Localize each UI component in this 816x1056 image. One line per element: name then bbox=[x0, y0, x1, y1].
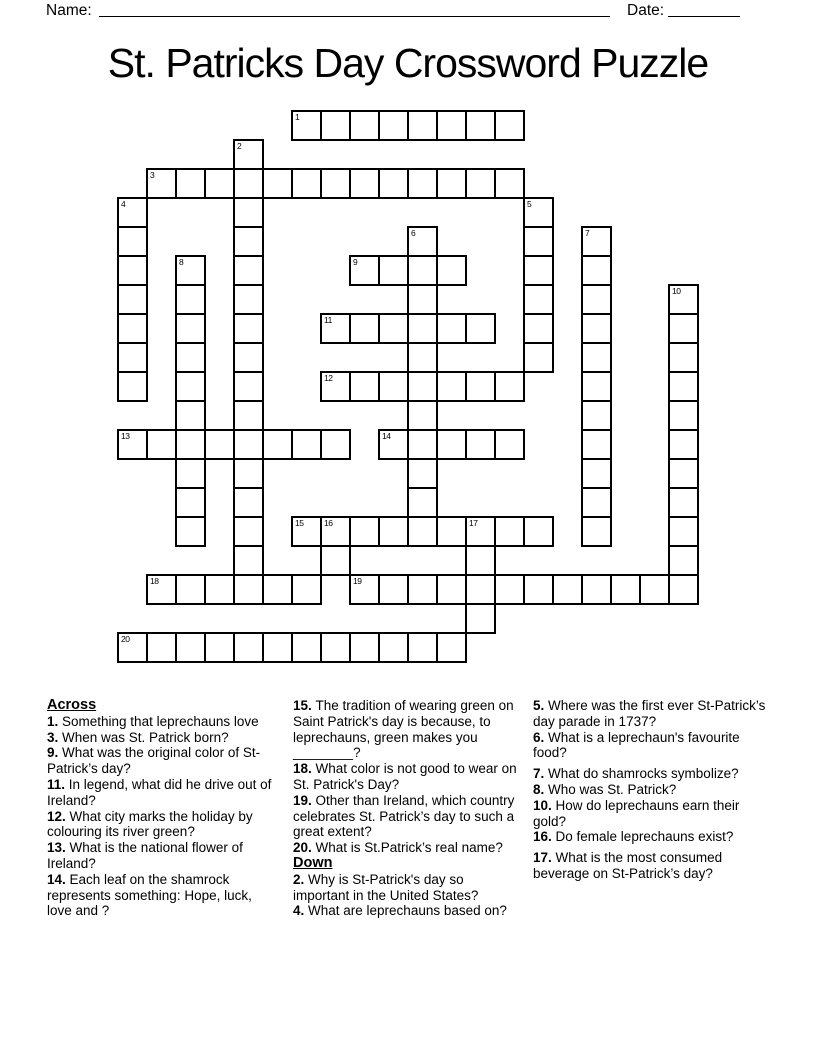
grid-cell[interactable] bbox=[465, 429, 496, 460]
grid-cell[interactable] bbox=[523, 226, 554, 257]
clue-number: 11. bbox=[47, 776, 69, 792]
grid-cell[interactable] bbox=[233, 400, 264, 431]
grid-cell[interactable] bbox=[581, 255, 612, 286]
clue-item-1: 1. Something that leprechauns love bbox=[47, 713, 259, 729]
grid-cell[interactable] bbox=[320, 632, 351, 663]
grid-cell[interactable] bbox=[233, 574, 264, 605]
grid-cell[interactable] bbox=[117, 226, 148, 257]
grid-cell[interactable] bbox=[407, 226, 438, 257]
grid-cell[interactable] bbox=[436, 429, 467, 460]
grid-cell[interactable] bbox=[175, 284, 206, 315]
grid-cell[interactable] bbox=[378, 313, 409, 344]
grid-cell[interactable] bbox=[146, 429, 177, 460]
grid-cell[interactable] bbox=[523, 255, 554, 286]
grid-cell[interactable] bbox=[436, 255, 467, 286]
clue-number: 4. bbox=[293, 903, 309, 919]
grid-cell[interactable] bbox=[436, 371, 467, 402]
grid-cell[interactable] bbox=[552, 574, 583, 605]
cell-number: 2 bbox=[237, 141, 242, 151]
grid-cell[interactable] bbox=[204, 574, 235, 605]
grid-cell[interactable] bbox=[233, 371, 264, 402]
clue-number: 2. bbox=[293, 871, 309, 887]
grid-cell[interactable] bbox=[436, 168, 467, 199]
clue-number: 5. bbox=[533, 698, 549, 713]
grid-cell[interactable] bbox=[407, 110, 438, 141]
grid-cell[interactable] bbox=[436, 574, 467, 605]
clue-item-12: 12. What city marks the holiday by colouring its river green? bbox=[47, 808, 253, 840]
grid-cell[interactable] bbox=[378, 429, 409, 460]
grid-cell[interactable] bbox=[291, 632, 322, 663]
grid-cell[interactable] bbox=[378, 110, 409, 141]
grid-cell[interactable] bbox=[436, 110, 467, 141]
grid-cell[interactable] bbox=[465, 110, 496, 141]
grid-cell[interactable] bbox=[407, 168, 438, 199]
grid-cell[interactable] bbox=[233, 545, 264, 576]
grid-cell[interactable] bbox=[407, 574, 438, 605]
grid-cell[interactable] bbox=[320, 110, 351, 141]
grid-cell[interactable] bbox=[668, 487, 699, 518]
clue-item-9: 9. What was the original color of St-Patrick’s day? bbox=[47, 745, 261, 777]
grid-cell[interactable] bbox=[465, 545, 496, 576]
grid-cell[interactable] bbox=[320, 545, 351, 576]
grid-cell[interactable] bbox=[175, 516, 206, 547]
clue-number: 15. bbox=[293, 698, 316, 713]
grid-cell[interactable] bbox=[175, 487, 206, 518]
grid-cell[interactable] bbox=[407, 516, 438, 547]
cell-number: 10 bbox=[672, 286, 681, 296]
grid-cell[interactable] bbox=[407, 400, 438, 431]
clue-item-15: 15. The tradition of wearing green on Saint Patrick's day is because, to leprechauns, green makes you ________? bbox=[293, 698, 514, 761]
grid-cell[interactable] bbox=[407, 487, 438, 518]
clue-item-2: 2. Why is St-Patrick's day so important in the United States? bbox=[293, 871, 479, 903]
grid-cell[interactable] bbox=[494, 516, 525, 547]
clue-item-10: 10. How do leprechauns earn their gold? bbox=[533, 797, 740, 829]
clue-item-3: 3. When was St. Patrick born? bbox=[47, 729, 229, 745]
grid-cell[interactable] bbox=[175, 168, 206, 199]
clue-item-20: 20. What is St.Patrick’s real name? bbox=[293, 840, 503, 856]
grid-cell[interactable] bbox=[407, 255, 438, 286]
clue-column-1 bbox=[47, 698, 275, 919]
grid-cell[interactable] bbox=[117, 429, 148, 460]
grid-cell[interactable] bbox=[117, 284, 148, 315]
clue-number: 9. bbox=[47, 745, 63, 761]
grid-cell[interactable] bbox=[262, 429, 293, 460]
grid-cell[interactable] bbox=[407, 429, 438, 460]
grid-cell[interactable] bbox=[349, 110, 380, 141]
grid-cell[interactable] bbox=[117, 342, 148, 373]
grid-cell[interactable] bbox=[494, 110, 525, 141]
grid-cell[interactable] bbox=[320, 429, 351, 460]
grid-cell[interactable] bbox=[494, 168, 525, 199]
cell-number: 1 bbox=[295, 112, 300, 122]
grid-cell[interactable] bbox=[581, 516, 612, 547]
down-heading: Down bbox=[293, 854, 333, 871]
grid-cell[interactable] bbox=[233, 342, 264, 373]
grid-cell[interactable] bbox=[291, 110, 322, 141]
grid-cell[interactable] bbox=[117, 313, 148, 344]
grid-cell[interactable] bbox=[610, 574, 641, 605]
grid-cell[interactable] bbox=[639, 574, 670, 605]
grid-cell[interactable] bbox=[175, 342, 206, 373]
clue-item-11: 11. In legend, what did he drive out of Ireland? bbox=[47, 776, 272, 808]
grid-cell[interactable] bbox=[378, 168, 409, 199]
grid-cell[interactable] bbox=[668, 429, 699, 460]
across-heading: Across bbox=[47, 697, 97, 713]
clue-column-3 bbox=[533, 698, 766, 882]
grid-cell[interactable] bbox=[523, 574, 554, 605]
cell-number: 5 bbox=[527, 199, 532, 209]
grid-cell[interactable] bbox=[378, 371, 409, 402]
grid-cell[interactable] bbox=[407, 458, 438, 489]
grid-cell[interactable] bbox=[291, 168, 322, 199]
grid-cell[interactable] bbox=[262, 168, 293, 199]
name-label: Name: bbox=[46, 2, 92, 19]
grid-cell[interactable] bbox=[668, 284, 699, 315]
grid-cell[interactable] bbox=[581, 574, 612, 605]
clue-number: 16. bbox=[533, 829, 556, 845]
grid-cell[interactable] bbox=[349, 574, 380, 605]
grid-cell[interactable] bbox=[175, 400, 206, 431]
grid-cell[interactable] bbox=[523, 516, 554, 547]
clue-number: 1. bbox=[47, 713, 63, 729]
grid-cell[interactable] bbox=[494, 574, 525, 605]
grid-cell[interactable] bbox=[523, 342, 554, 373]
clue-item-16: 16. Do female leprechauns exist? bbox=[533, 829, 734, 845]
cell-number: 14 bbox=[382, 431, 391, 441]
grid-cell[interactable] bbox=[349, 313, 380, 344]
cell-number: 8 bbox=[179, 257, 184, 267]
clue-number: 17. bbox=[533, 850, 556, 866]
grid-cell[interactable] bbox=[581, 458, 612, 489]
grid-cell[interactable] bbox=[262, 632, 293, 663]
grid-cell[interactable] bbox=[494, 429, 525, 460]
cell-number: 19 bbox=[353, 576, 362, 586]
grid-cell[interactable] bbox=[291, 516, 322, 547]
grid-cell[interactable] bbox=[668, 400, 699, 431]
cell-number: 7 bbox=[585, 228, 590, 238]
grid-cell[interactable] bbox=[233, 313, 264, 344]
grid-cell[interactable] bbox=[233, 284, 264, 315]
grid-cell[interactable] bbox=[668, 458, 699, 489]
grid-cell[interactable] bbox=[436, 632, 467, 663]
grid-cell[interactable] bbox=[581, 487, 612, 518]
grid-cell[interactable] bbox=[465, 371, 496, 402]
clue-number: 19. bbox=[293, 792, 316, 808]
grid-cell[interactable] bbox=[668, 545, 699, 576]
cell-number: 20 bbox=[121, 634, 130, 644]
page-title: St. Patricks Day Crossword Puzzle bbox=[107, 40, 709, 86]
grid-cell[interactable] bbox=[117, 255, 148, 286]
clue-number: 8. bbox=[533, 781, 549, 797]
clue-item-8: 8. Who was St. Patrick? bbox=[533, 781, 677, 797]
grid-cell[interactable] bbox=[117, 197, 148, 228]
grid-cell[interactable] bbox=[175, 574, 206, 605]
grid-cell[interactable] bbox=[465, 313, 496, 344]
grid-cell[interactable] bbox=[175, 255, 206, 286]
grid-cell[interactable] bbox=[668, 313, 699, 344]
grid-cell[interactable] bbox=[146, 168, 177, 199]
clue-number: 7. bbox=[533, 766, 549, 782]
grid-cell[interactable] bbox=[204, 168, 235, 199]
grid-cell[interactable] bbox=[465, 574, 496, 605]
grid-cell[interactable] bbox=[668, 342, 699, 373]
clue-item-19: 19. Other than Ireland, which country celebrates St. Patrick’s day to such a great extent? bbox=[293, 792, 515, 840]
cell-number: 6 bbox=[411, 228, 416, 238]
grid-cell[interactable] bbox=[494, 371, 525, 402]
grid-cell[interactable] bbox=[581, 342, 612, 373]
cell-number: 16 bbox=[324, 518, 333, 528]
grid-cell[interactable] bbox=[146, 574, 177, 605]
clue-number: 13. bbox=[47, 840, 70, 856]
clue-number: 18. bbox=[293, 761, 316, 777]
grid-cell[interactable] bbox=[378, 255, 409, 286]
clue-item-4: 4. What are leprechauns based on? bbox=[293, 903, 507, 919]
grid-cell[interactable] bbox=[233, 487, 264, 518]
grid-cell[interactable] bbox=[465, 516, 496, 547]
grid-cell[interactable] bbox=[262, 574, 293, 605]
grid-cell[interactable] bbox=[581, 313, 612, 344]
grid-cell[interactable] bbox=[349, 255, 380, 286]
clue-column-2 bbox=[293, 698, 523, 919]
grid-cell[interactable] bbox=[233, 632, 264, 663]
cell-number: 4 bbox=[121, 199, 126, 209]
grid-cell[interactable] bbox=[204, 429, 235, 460]
grid-cell[interactable] bbox=[320, 313, 351, 344]
grid-cell[interactable] bbox=[233, 429, 264, 460]
grid-cell[interactable] bbox=[407, 342, 438, 373]
grid-cell[interactable] bbox=[320, 371, 351, 402]
cell-number: 9 bbox=[353, 257, 358, 267]
grid-cell[interactable] bbox=[175, 632, 206, 663]
grid-cell[interactable] bbox=[233, 458, 264, 489]
grid-cell[interactable] bbox=[436, 516, 467, 547]
grid-cell[interactable] bbox=[581, 429, 612, 460]
clue-item-6: 6. What is a leprechaun's favourite food? bbox=[533, 729, 740, 761]
grid-cell[interactable] bbox=[291, 429, 322, 460]
grid-cell[interactable] bbox=[233, 197, 264, 228]
grid-cell[interactable] bbox=[175, 429, 206, 460]
clue-item-18: 18. What color is not good to wear on St. Patrick's Day? bbox=[293, 761, 517, 792]
grid-cell[interactable] bbox=[320, 516, 351, 547]
cell-number: 3 bbox=[150, 170, 155, 180]
clue-number: 3. bbox=[47, 729, 63, 745]
grid-cell[interactable] bbox=[668, 371, 699, 402]
grid-cell[interactable] bbox=[581, 284, 612, 315]
clue-number: 6. bbox=[533, 729, 549, 745]
clue-item-13: 13. What is the national flower of Ireland? bbox=[47, 840, 243, 871]
grid-cell[interactable] bbox=[233, 168, 264, 199]
grid-cell[interactable] bbox=[233, 226, 264, 257]
grid-cell[interactable] bbox=[523, 284, 554, 315]
cell-number: 18 bbox=[150, 576, 159, 586]
cell-number: 17 bbox=[469, 518, 478, 528]
date-input-line[interactable] bbox=[668, 2, 740, 17]
clue-number: 10. bbox=[533, 797, 556, 813]
crossword-grid bbox=[117, 110, 699, 663]
grid-cell[interactable] bbox=[668, 516, 699, 547]
cell-number: 11 bbox=[324, 315, 332, 325]
grid-cell[interactable] bbox=[291, 574, 322, 605]
grid-cell[interactable] bbox=[349, 516, 380, 547]
grid-cell[interactable] bbox=[378, 632, 409, 663]
grid-cell[interactable] bbox=[146, 632, 177, 663]
grid-cell[interactable] bbox=[233, 516, 264, 547]
grid-cell[interactable] bbox=[175, 313, 206, 344]
clue-number: 12. bbox=[47, 808, 70, 824]
clue-item-7: 7. What do shamrocks symbolize? bbox=[533, 766, 739, 782]
grid-cell[interactable] bbox=[233, 139, 264, 170]
grid-cell[interactable] bbox=[349, 632, 380, 663]
grid-cell[interactable] bbox=[117, 371, 148, 402]
cell-number: 12 bbox=[324, 373, 333, 383]
grid-cell[interactable] bbox=[349, 371, 380, 402]
grid-cell[interactable] bbox=[378, 516, 409, 547]
cell-number: 13 bbox=[121, 431, 130, 441]
clue-number: 14. bbox=[47, 871, 70, 887]
grid-cell[interactable] bbox=[407, 313, 438, 344]
grid-cell[interactable] bbox=[465, 603, 496, 634]
grid-cell[interactable] bbox=[581, 400, 612, 431]
grid-cell[interactable] bbox=[581, 371, 612, 402]
grid-cell[interactable] bbox=[465, 168, 496, 199]
grid-cell[interactable] bbox=[581, 226, 612, 257]
clue-item-17: 17. What is the most consumed beverage on St-Patrick’s day? bbox=[533, 850, 723, 881]
grid-cell[interactable] bbox=[378, 574, 409, 605]
grid-cell[interactable] bbox=[204, 632, 235, 663]
clue-number: 20. bbox=[293, 840, 316, 856]
grid-cell[interactable] bbox=[320, 168, 351, 199]
grid-cell[interactable] bbox=[407, 284, 438, 315]
grid-cell[interactable] bbox=[523, 197, 554, 228]
clue-item-5: 5. Where was the first ever St-Patrick’s day parade in 1737? bbox=[533, 698, 766, 729]
grid-cell[interactable] bbox=[175, 371, 206, 402]
grid-cell[interactable] bbox=[175, 458, 206, 489]
grid-cell[interactable] bbox=[523, 313, 554, 344]
grid-cell[interactable] bbox=[668, 574, 699, 605]
date-label: Date: bbox=[627, 2, 665, 19]
name-input-line[interactable] bbox=[99, 2, 610, 17]
grid-cell[interactable] bbox=[436, 313, 467, 344]
cell-number: 15 bbox=[295, 518, 304, 528]
grid-cell[interactable] bbox=[407, 632, 438, 663]
grid-cell[interactable] bbox=[407, 371, 438, 402]
grid-cell[interactable] bbox=[117, 632, 148, 663]
clue-item-14: 14. Each leaf on the shamrock represents something: Hope, luck, love and ? bbox=[47, 871, 252, 919]
grid-cell[interactable] bbox=[233, 255, 264, 286]
grid-cell[interactable] bbox=[349, 168, 380, 199]
